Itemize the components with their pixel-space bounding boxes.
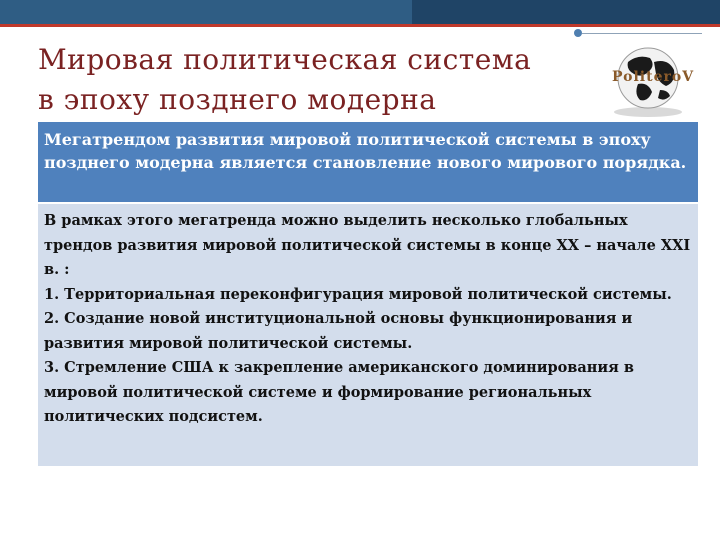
slide-title-line-1: Мировая политическая система bbox=[38, 43, 532, 76]
decorative-dot bbox=[574, 29, 582, 37]
megatrend-header-box bbox=[38, 122, 698, 202]
slide-title-line-2: в эпоху позднего модерна bbox=[38, 83, 437, 116]
trend-item-3: 3. Стремление США к закрепление американского доминирования в мировой политической системе и формирование региональных политических подсистем. bbox=[44, 359, 634, 425]
decorative-line bbox=[582, 33, 702, 34]
top-banner-accent bbox=[412, 0, 720, 24]
top-banner-red-line bbox=[0, 24, 720, 27]
trend-item-2: 2. Создание новой институциональной основы функционирования и развития мировой политической системы. bbox=[44, 310, 633, 352]
megatrend-header-text: Мегатрендом развития мировой политической системы в эпоху позднего модерна является становление нового мирового порядка. bbox=[44, 130, 687, 172]
logo-text: PoliteroV bbox=[612, 69, 695, 85]
trends-intro: В рамках этого мегатренда можно выделить несколько глобальных трендов развития мировой политической системы в конце XX – начале XXI в. : bbox=[44, 212, 691, 278]
trends-body-box bbox=[38, 204, 698, 466]
trend-item-1: 1. Территориальная переконфигурация мировой политической системы. bbox=[44, 285, 672, 303]
slide-title bbox=[38, 40, 558, 120]
